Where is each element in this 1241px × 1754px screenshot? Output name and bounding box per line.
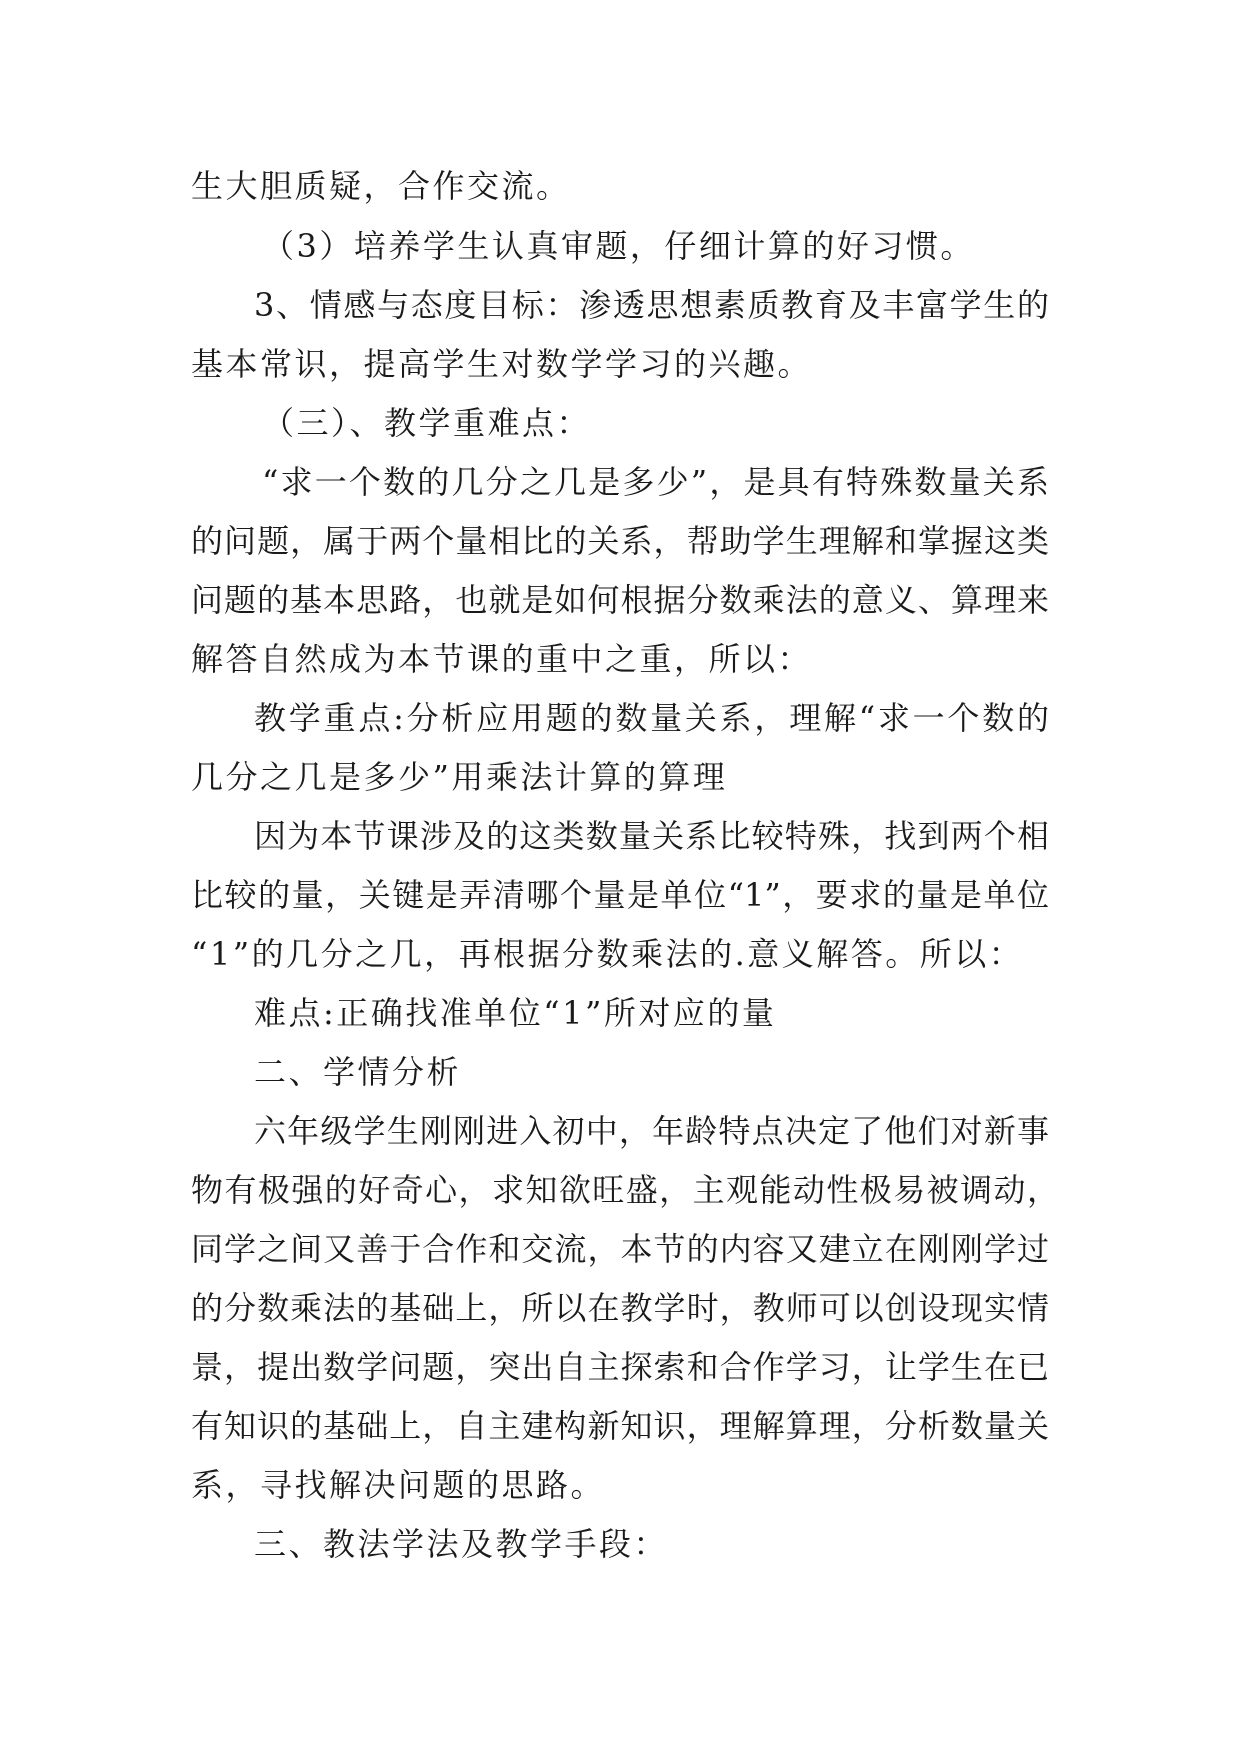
text-line: 教学重点:分析应用题的数量关系，理解“求一个数的 xyxy=(254,699,1049,737)
text-line: 基本常识，提高学生对数学学习的兴趣。 xyxy=(191,345,813,383)
text-line: 问题的基本思路，也就是如何根据分数乘法的意义、算理来 xyxy=(191,581,1049,619)
text-line: 难点:正确找准单位“1”所对应的量 xyxy=(254,994,777,1032)
text-line: 六年级学生刚刚进入初中，年龄特点决定了他们对新事 xyxy=(254,1112,1049,1150)
section-heading: 二、学情分析 xyxy=(254,1053,462,1091)
text-line: 同学之间又善于合作和交流，本节的内容又建立在刚刚学过 xyxy=(191,1230,1049,1268)
text-line: 的分数乘法的基础上，所以在教学时，教师可以创设现实情 xyxy=(191,1289,1049,1327)
text-line: 景，提出数学问题，突出自主探索和合作学习，让学生在已 xyxy=(191,1348,1049,1386)
text-line: 几分之几是多少”用乘法计算的算理 xyxy=(191,758,728,796)
text-line: 解答自然成为本节课的重中之重，所以： xyxy=(191,640,813,678)
text-line: “1”的几分之几，再根据分数乘法的.意义解答。所以： xyxy=(191,935,1024,973)
text-line: 比较的量，关键是弄清哪个量是单位“1”，要求的量是单位 xyxy=(191,876,1049,914)
text-line: “求一个数的几分之几是多少”，是具有特殊数量关系 xyxy=(262,463,1049,501)
text-line: 因为本节课涉及的这类数量关系比较特殊，找到两个相 xyxy=(254,817,1049,855)
text-line: 3、情感与态度目标：渗透思想素质教育及丰富学生的 xyxy=(254,286,1049,324)
text-line: 系，寻找解决问题的思路。 xyxy=(191,1466,606,1504)
section-heading: 三、教法学法及教学手段： xyxy=(254,1525,669,1563)
text-line: 物有极强的好奇心，求知欲旺盛，主观能动性极易被调动， xyxy=(191,1171,1059,1209)
section-heading: （三）、教学重难点： xyxy=(262,404,592,442)
text-line: （3）培养学生认真审题，仔细计算的好习惯。 xyxy=(262,227,975,265)
text-line: 生大胆质疑，合作交流。 xyxy=(191,167,571,205)
text-line: 的问题，属于两个量相比的关系，帮助学生理解和掌握这类 xyxy=(191,522,1049,560)
text-line: 有知识的基础上，自主建构新知识，理解算理，分析数量关 xyxy=(191,1407,1049,1445)
